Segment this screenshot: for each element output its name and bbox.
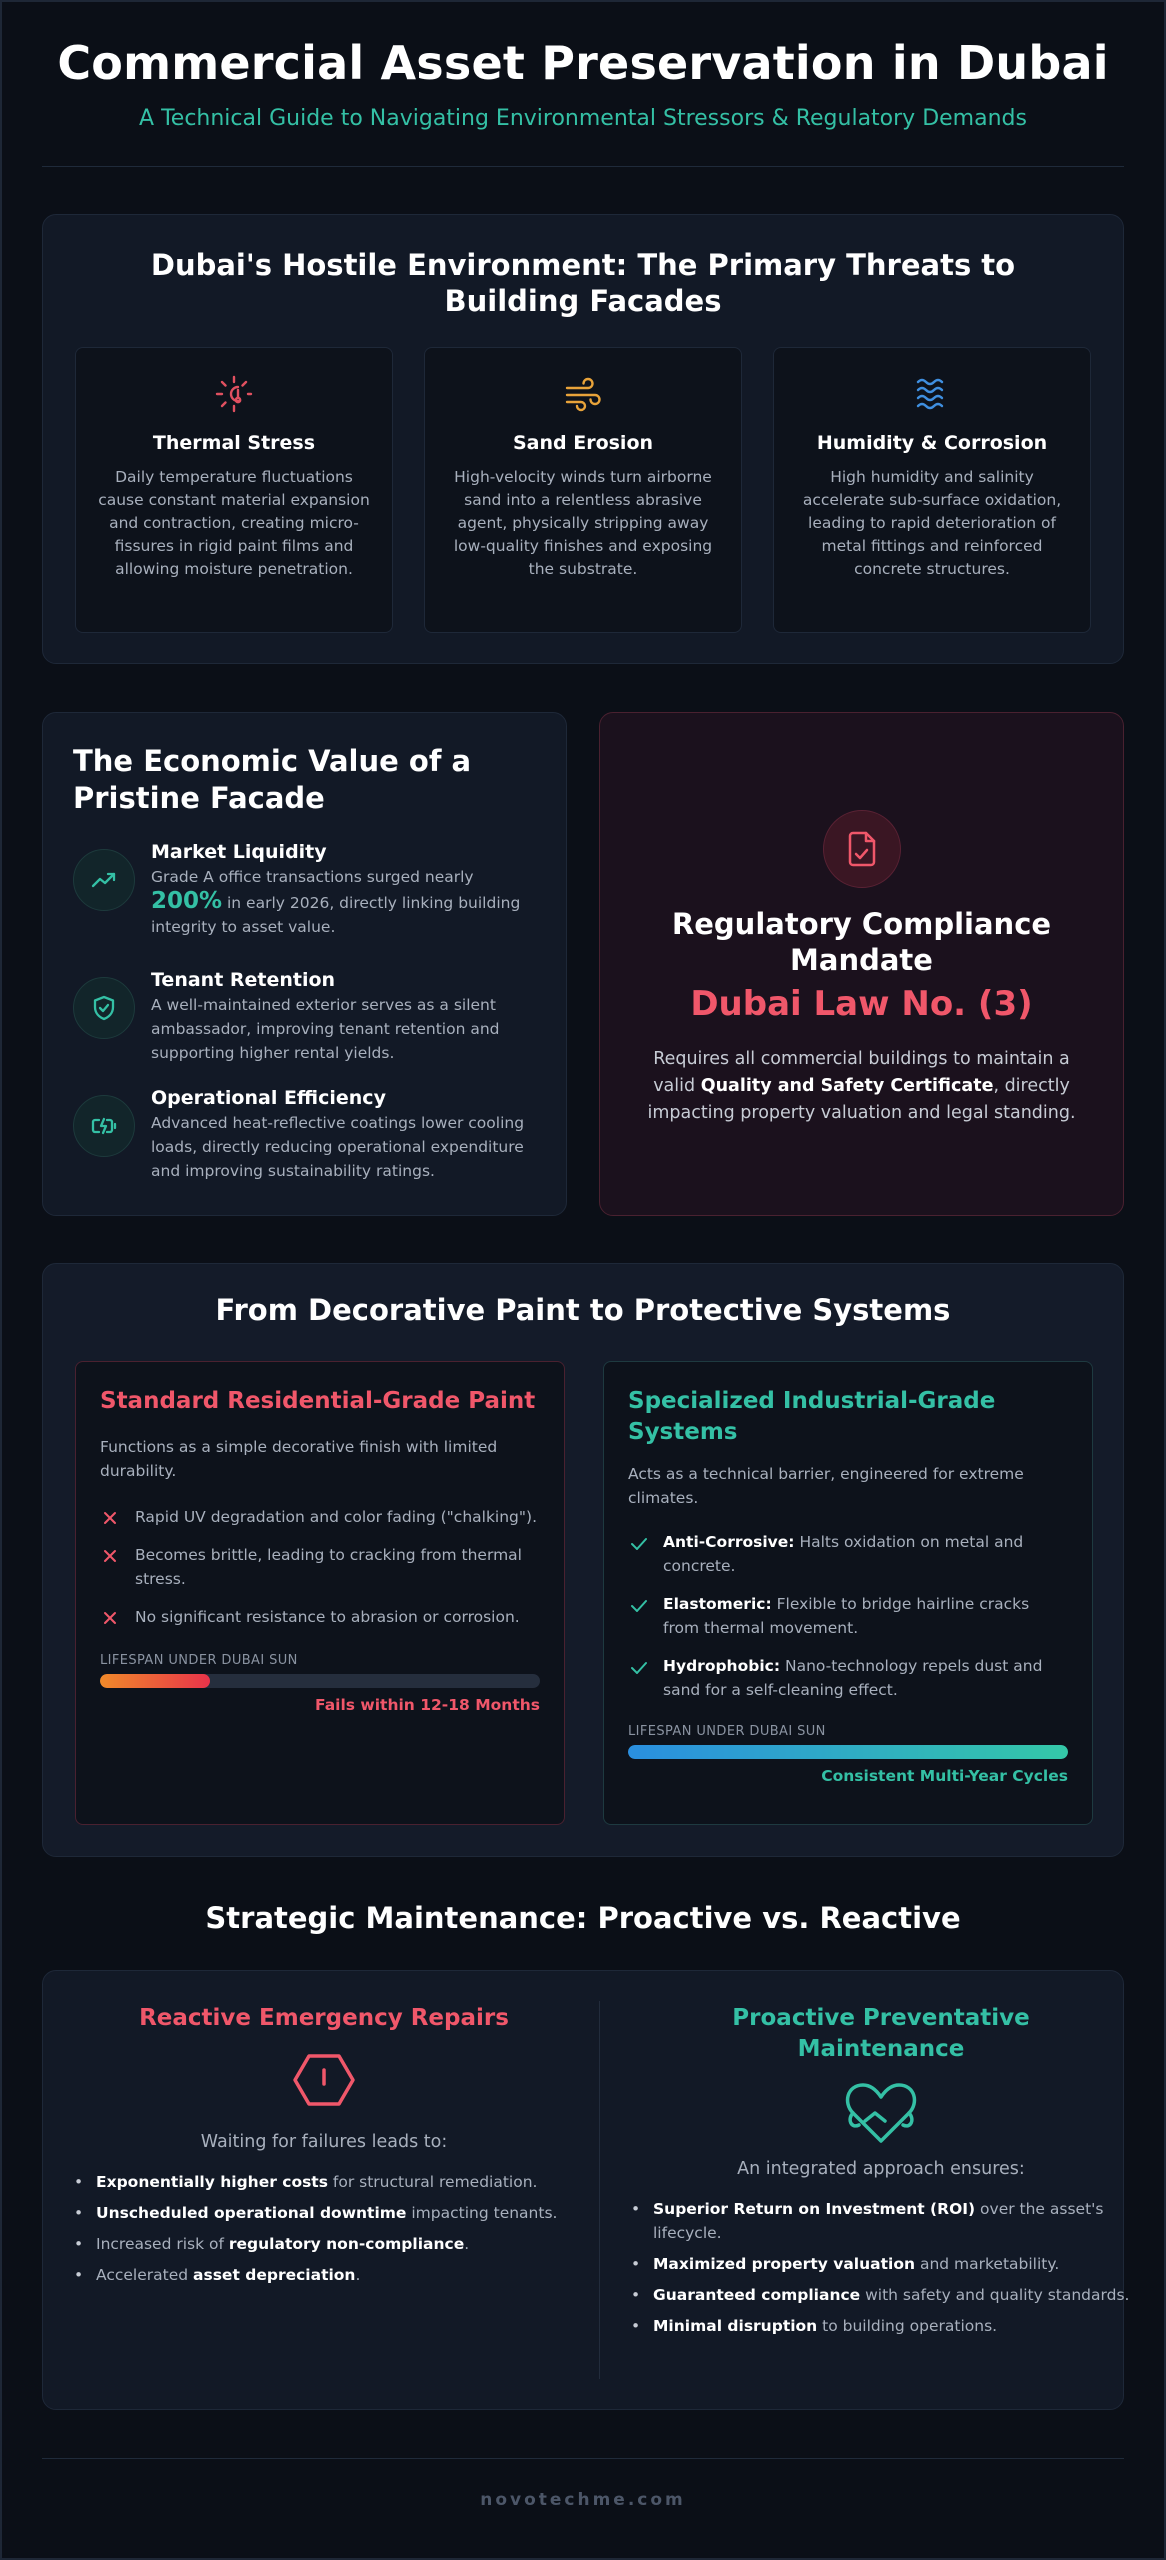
lifespan-bar-fill xyxy=(100,1674,210,1688)
threats-title: Dubai's Hostile Environment: The Primary Threats to Building Facades xyxy=(150,248,1016,318)
list-item: • Increased risk of regulatory non-compliance. xyxy=(74,2232,574,2256)
economic-title: The Economic Value of a Pristine Facade xyxy=(73,744,472,815)
list-item: • Accelerated asset depreciation. xyxy=(74,2263,574,2287)
page-title: Commercial Asset Preservation in Dubai xyxy=(57,36,1109,90)
economic-item-retention xyxy=(73,969,536,1065)
regulatory-text: Requires all commercial buildings to maintain a valid Quality and Safety Certificate, directly impacting property valuation and legal standing. xyxy=(647,1049,1076,1123)
proactive-column xyxy=(631,2003,1131,2345)
list-item: • Guaranteed compliance with safety and quality standards. xyxy=(631,2283,1131,2307)
economic-item-efficiency xyxy=(73,1087,536,1183)
threat-description: Daily temperature fluctuations cause constant material expansion and contraction, creating micro-fissures in rigid paint films and allowing moisture penetration. xyxy=(98,468,370,578)
footer-divider xyxy=(42,2458,1124,2459)
list-item: • Maximized property valuation and marketability. xyxy=(631,2252,1131,2276)
threat-card-thermal xyxy=(75,347,393,633)
check-icon xyxy=(630,1660,648,1676)
industrial-systems-list xyxy=(628,1530,1068,1702)
maintenance-divider xyxy=(599,2001,600,2379)
systems-section xyxy=(42,1263,1124,1857)
lifespan-label: LIFESPAN UNDER DUBAI SUN xyxy=(628,1724,826,1739)
standard-paint-list xyxy=(100,1505,540,1629)
list-item: Becomes brittle, leading to cracking from thermal stress. xyxy=(100,1543,540,1591)
list-item: • Minimal disruption to building operations. xyxy=(631,2314,1131,2338)
threat-description: High humidity and salinity accelerate sub-surface oxidation, leading to rapid deterioration of metal fittings and reinforced concrete structures. xyxy=(802,468,1062,578)
economic-item-title: Market Liquidity xyxy=(151,841,327,863)
economic-item-title: Tenant Retention xyxy=(151,969,336,991)
economic-section xyxy=(42,712,567,1216)
economic-item-title: Operational Efficiency xyxy=(151,1087,386,1109)
shield-check-icon xyxy=(73,977,135,1039)
regulatory-title: Regulatory Compliance Mandate xyxy=(671,907,1052,977)
check-icon xyxy=(630,1598,648,1614)
systems-title: From Decorative Paint to Protective Systems xyxy=(215,1293,951,1327)
lifespan-bar xyxy=(100,1674,540,1688)
reactive-column xyxy=(74,2003,574,2294)
lifespan-caption: Fails within 12-18 Months xyxy=(315,1696,540,1714)
footer-website[interactable]: novotechme.com xyxy=(480,2490,686,2510)
maintenance-title: Strategic Maintenance: Proactive vs. Reactive xyxy=(205,1901,961,1935)
wind-icon xyxy=(563,374,603,414)
industrial-systems-title: Specialized Industrial-Grade Systems xyxy=(628,1388,996,1445)
threat-title: Humidity & Corrosion xyxy=(816,432,1048,454)
threats-section xyxy=(42,214,1124,664)
threat-description: High-velocity winds turn airborne sand into a relentless abrasive agent, physically stripping away low-quality finishes and exposing the substrate. xyxy=(453,468,713,578)
proactive-intro: An integrated approach ensures: xyxy=(737,2159,1025,2179)
document-check-icon xyxy=(823,810,901,888)
industrial-systems-intro: Acts as a technical barrier, engineered for extreme climates. xyxy=(628,1465,1024,1507)
proactive-list xyxy=(631,2197,1131,2338)
threat-card-sand xyxy=(424,347,742,633)
economic-item-liquidity xyxy=(73,841,536,939)
lifespan-bar xyxy=(628,1745,1068,1759)
standard-paint-intro: Functions as a simple decorative finish with limited durability. xyxy=(100,1438,498,1480)
lifespan-label: LIFESPAN UNDER DUBAI SUN xyxy=(100,1653,298,1668)
x-mark-icon xyxy=(102,1548,118,1564)
waves-icon xyxy=(912,374,952,414)
threat-title: Sand Erosion xyxy=(512,432,654,454)
x-mark-icon xyxy=(102,1510,118,1526)
reactive-title: Reactive Emergency Repairs xyxy=(139,2005,509,2031)
reactive-intro: Waiting for failures leads to: xyxy=(200,2132,448,2152)
economic-item-text: Advanced heat-reflective coatings lower cooling loads, directly reducing operational expenditure and improving sustainability ratings. xyxy=(151,1114,525,1180)
certificate-name: Quality and Safety Certificate xyxy=(700,1076,994,1096)
list-item: Elastomeric: Flexible to bridge hairline cracks from thermal movement. xyxy=(628,1592,1068,1640)
economic-item-text: A well-maintained exterior serves as a silent ambassador, improving tenant retention and supporting higher rental yields. xyxy=(151,996,500,1062)
list-item: • Superior Return on Investment (ROI) over the asset's lifecycle. xyxy=(631,2197,1131,2245)
header-divider xyxy=(42,166,1124,167)
trending-up-icon xyxy=(73,849,135,911)
sun-thermometer-icon xyxy=(214,374,254,414)
check-icon xyxy=(630,1536,648,1552)
x-mark-icon xyxy=(102,1610,118,1626)
standard-paint-title: Standard Residential-Grade Paint xyxy=(100,1388,536,1414)
battery-charging-icon xyxy=(73,1095,135,1157)
economic-item-text: Grade A office transactions surged nearly 200% in early 2026, directly linking building integrity to asset value. xyxy=(151,868,521,936)
list-item: • Exponentially higher costs for structural remediation. xyxy=(74,2170,574,2194)
reactive-list xyxy=(74,2170,574,2287)
page-subtitle: A Technical Guide to Navigating Environmental Stressors & Regulatory Demands xyxy=(139,106,1027,131)
proactive-title: Proactive Preventative Maintenance xyxy=(732,2005,1030,2062)
threat-card-humidity xyxy=(773,347,1091,633)
liquidity-stat: 200% xyxy=(151,888,223,914)
list-item: Anti-Corrosive: Halts oxidation on metal and concrete. xyxy=(628,1530,1068,1578)
list-item: Rapid UV degradation and color fading ("chalking"). xyxy=(100,1505,540,1529)
threat-title: Thermal Stress xyxy=(152,432,316,454)
lifespan-caption: Consistent Multi-Year Cycles xyxy=(821,1767,1068,1785)
regulatory-section xyxy=(599,712,1124,1216)
standard-paint-card xyxy=(75,1361,565,1825)
heart-handshake-icon xyxy=(841,2077,921,2147)
list-item: • Unscheduled operational downtime impacting tenants. xyxy=(74,2201,574,2225)
industrial-systems-card xyxy=(603,1361,1093,1825)
list-item: Hydrophobic: Nano-technology repels dust and sand for a self-cleaning effect. xyxy=(628,1654,1068,1702)
lifespan-bar-fill xyxy=(628,1745,1068,1759)
regulatory-law: Dubai Law No. (3) xyxy=(690,984,1033,1024)
alert-octagon-icon xyxy=(289,2052,359,2108)
list-item: No significant resistance to abrasion or corrosion. xyxy=(100,1605,540,1629)
maintenance-section xyxy=(42,1970,1130,2410)
